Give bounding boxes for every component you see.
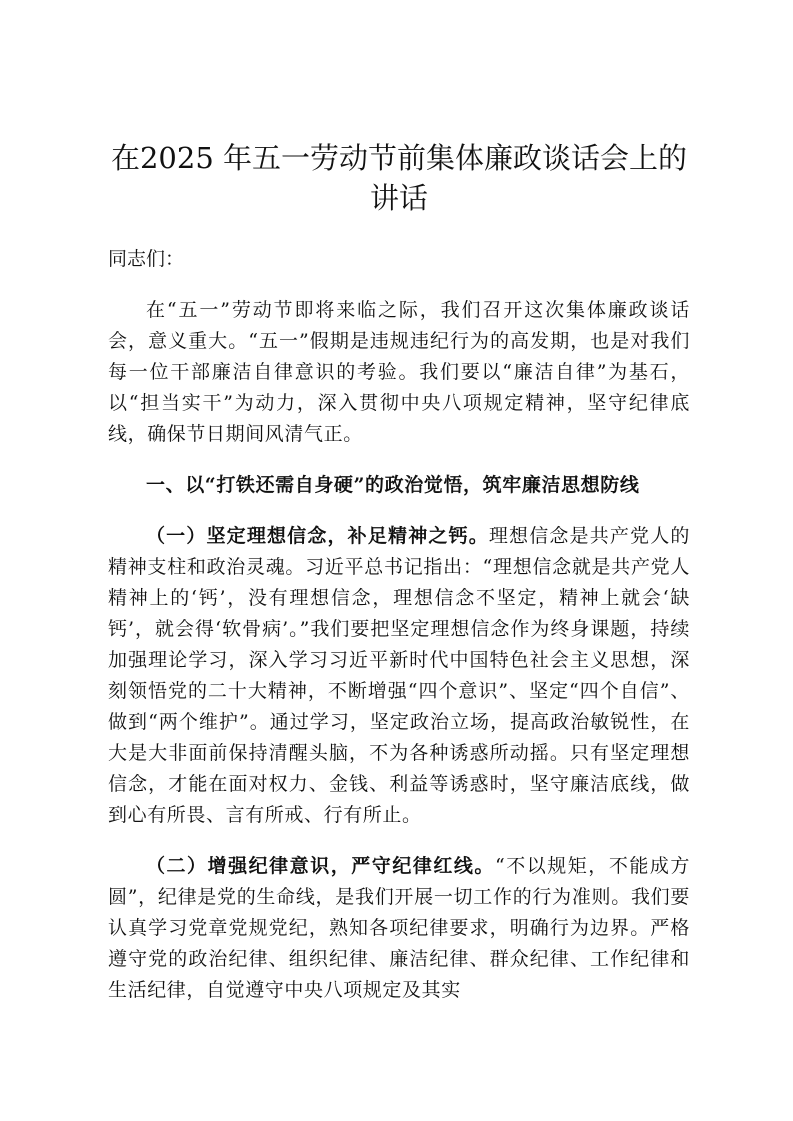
subsection-paragraph-2 [108,851,690,1006]
salutation: 同志们： [108,248,185,270]
intro-paragraph: 在“五一”劳动节即将来临之际，我们召开这次集体廉政谈话会，意义重大。“五一”假期是违规违纪行为的高发期，也是对我们每一位干部廉洁自律意识的考验。我们要以“廉洁自律”为基石，以“担当实干”为动力，深入贯彻中央八项规定精神，坚守纪律底线，确保节日期间风清气正。 [108,299,690,445]
subsection-lead-2: （二）增强纪律意识，严守纪律红线。 [146,855,495,877]
subsection-body-1: 理想信念是共产党人的精神支柱和政治灵魂。习近平总书记指出：“理想信念就是共产党人精神上的‘钙’，没有理想信念，理想信念不坚定，精神上就会‘缺钙’，就会得‘软骨病’。”我们要把坚定理想信念作为终身课题，持续加强理论学习，深入学习习近平新时代中国特色社会主义思想，深刻领悟党的二十大精神，不断增强“四个意识”、坚定“四个自信”、做到“两个维护”。通过学习，坚定政治立场，提高政治敏锐性，在大是大非面前保持清醒头脑，不为各种诱惑所动摇。只有坚定理想信念，才能在面对权力、金钱、利益等诱惑时，坚守廉洁底线，做到心有所畏、言有所戒、行有所止。 [108,525,690,826]
subsection-lead-1: （一）坚定理想信念，补足精神之钙。 [146,525,489,547]
document-body [108,138,690,1006]
subsection-body-2: “不以规矩，不能成方圆”，纪律是党的生命线，是我们开展一切工作的行为准则。我们要认真学习党章党规党纪，熟知各项纪律要求，明确行为边界。严格遵守党的政治纪律、组织纪律、廉洁纪律、群众纪律、工作纪律和生活纪律，自觉遵守中央八项规定及其实 [108,855,691,1001]
document-title: 在2025 年五一劳动节前集体廉政谈话会上的讲话 [110,141,688,215]
subsection-paragraph-1 [108,521,690,831]
section-heading-1: 一、以“打铁还需自身硬”的政治觉悟，筑牢廉洁思想防线 [146,474,640,496]
